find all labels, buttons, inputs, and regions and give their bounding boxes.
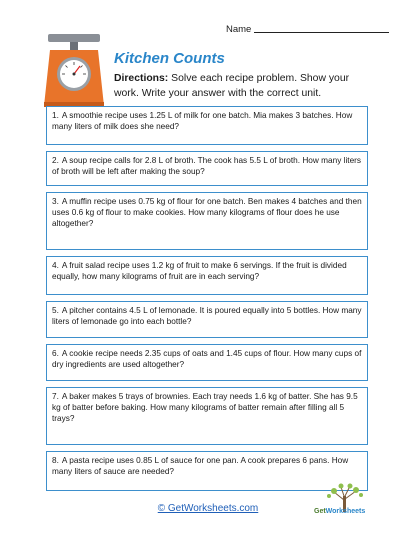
problem-text: A pitcher contains 4.5 L of lemonade. It is poured equally into 5 bottles. How many liters of lemonade go into each bottle? xyxy=(52,306,362,326)
name-blank xyxy=(254,32,389,33)
problem-text: A soup recipe calls for 2.8 L of broth. The cook has 5.5 L of broth. How many liters of broth will be left after making the soup? xyxy=(52,156,362,176)
problem-number: 2. xyxy=(52,156,59,165)
problem-text: A smoothie recipe uses 1.25 L of milk for one batch. Mia makes 3 batches. How many liters of milk does she need? xyxy=(52,111,353,131)
problem-text: A pasta recipe uses 0.85 L of sauce for one pan. A cook prepares 6 pans. How many liters of sauce are needed? xyxy=(52,456,349,476)
logo-wordmark xyxy=(314,508,384,515)
problem-number: 8. xyxy=(52,456,59,465)
problem-box xyxy=(46,301,368,338)
problem-list xyxy=(46,106,368,497)
logo-get: Get xyxy=(314,508,326,515)
problem-box xyxy=(46,151,368,186)
problem-text: A muffin recipe uses 0.75 kg of flour for one batch. Ben makes 4 batches and then uses 0.6 kg of flour to make cookies. How many kilograms of flour does he use altogether? xyxy=(52,197,362,228)
problem-box xyxy=(46,344,368,381)
problem-box xyxy=(46,192,368,250)
kitchen-scale-icon xyxy=(40,32,108,110)
problem-text: A baker makes 5 trays of brownies. Each tray needs 1.6 kg of batter. She has 9.5 kg of batter before baking. How many kilograms of batter remain after filling all 5 trays? xyxy=(52,392,358,423)
problem-number: 4. xyxy=(52,261,59,270)
directions xyxy=(114,71,372,101)
directions-label: Directions: xyxy=(114,73,169,84)
directions-text: Solve each recipe problem. Show your work. Write your answer with the correct unit. xyxy=(114,73,350,99)
problem-number: 6. xyxy=(52,349,59,358)
problem-text: A cookie recipe needs 2.35 cups of oats and 1.45 cups of flour. How many cups of dry ingredients are used altogether? xyxy=(52,349,362,369)
name-label: Name xyxy=(226,24,252,35)
page-title: Kitchen Counts xyxy=(114,50,225,67)
problem-box xyxy=(46,256,368,295)
logo-worksheets: Worksheets xyxy=(325,508,366,515)
footer-link[interactable]: © GetWorksheets.com xyxy=(157,503,259,514)
problem-number: 3. xyxy=(52,197,59,206)
problem-box xyxy=(46,106,368,145)
problem-number: 1. xyxy=(52,111,59,120)
problem-text: A fruit salad recipe uses 1.2 kg of fruit to make 6 servings. If the fruit is divided equally, how many kilograms of fruit are in each serving? xyxy=(52,261,347,281)
problem-box xyxy=(46,387,368,445)
problem-number: 5. xyxy=(52,306,59,315)
name-line xyxy=(226,24,389,35)
problem-number: 7. xyxy=(52,392,59,401)
